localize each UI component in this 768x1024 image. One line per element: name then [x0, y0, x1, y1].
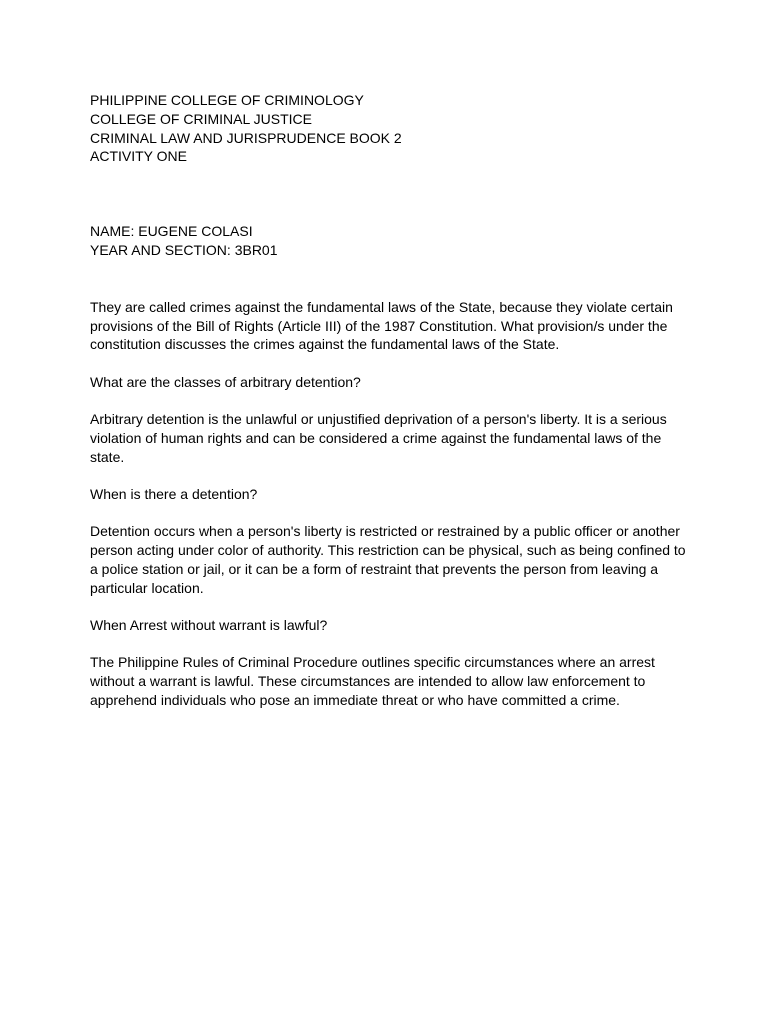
spacer [90, 166, 690, 222]
activity-title: ACTIVITY ONE [90, 148, 187, 165]
course-title: CRIMINAL LAW AND JURISPRUDENCE BOOK 2 [90, 129, 402, 146]
answer-2: Detention occurs when a person's liberty is restricted or restrained by a public officer or another person acting under color of authority. This restriction can be physical, such as being confined to a police station or jail, or it can be a form of restraint that prevents the person from leaving a particular location. [90, 523, 686, 596]
question-2: When is there a detention? [90, 485, 258, 502]
spacer [90, 260, 690, 298]
college-name: COLLEGE OF CRIMINAL JUSTICE [90, 110, 312, 127]
spacer [90, 354, 690, 373]
school-name: PHILIPPINE COLLEGE OF CRIMINOLOGY [90, 92, 364, 108]
spacer [90, 635, 690, 654]
answer-1: Arbitrary detention is the unlawful or unjustified deprivation of a person's liberty. It is a serious violation of human rights and can be considered a crime against the fundamental laws of the state. [90, 410, 667, 465]
year-section: YEAR AND SECTION: 3BR01 [90, 241, 278, 258]
document-header [90, 91, 690, 166]
spacer [90, 466, 690, 485]
student-name: NAME: EUGENE COLASI [90, 223, 253, 240]
spacer [90, 391, 690, 410]
question-3: When Arrest without warrant is lawful? [90, 616, 328, 633]
student-info [90, 222, 690, 260]
document-content [90, 91, 690, 710]
spacer [90, 504, 690, 523]
intro-question: They are called crimes against the fundamental laws of the State, because they violate certain provisions of the Bill of Rights (Article III) of the 1987 Constitution. What provision/s under the constitution discusses the crimes against the fundamental laws of the State. [90, 298, 673, 353]
answer-3: The Philippine Rules of Criminal Procedure outlines specific circumstances where an arrest without a warrant is lawful. These circumstances are intended to allow law enforcement to apprehend individuals who pose an immediate threat or who have committed a crime. [90, 654, 655, 708]
question-1: What are the classes of arbitrary detention? [90, 373, 361, 390]
spacer [90, 597, 690, 616]
